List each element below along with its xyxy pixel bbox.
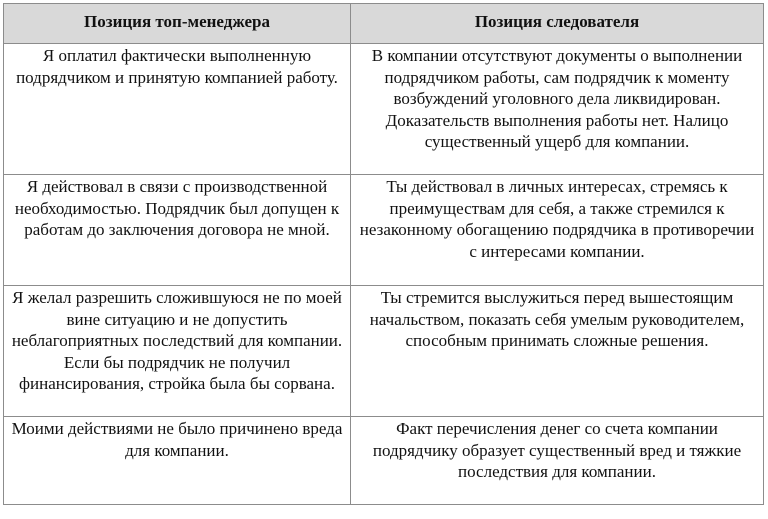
manager-statement: Я желал разрешить сложившуюся не по моей вине ситуацию и не допустить неблагоприятных последствий для компании. Если бы подрядчик не получил финансирования, стройка была бы сорвана.: [4, 286, 351, 417]
manager-statement: Я действовал в связи с производственной необходимостью. Подрядчик был допущен к работам до заключения договора не мной.: [4, 175, 351, 286]
manager-statement: Моими действиями не было причинено вреда для компании.: [4, 417, 351, 505]
table-row: [4, 417, 764, 505]
investigator-statement: Факт перечисления денег со счета компании подрядчику образует существенный вред и тяжкие последствия для компании.: [351, 417, 764, 505]
investigator-statement: В компании отсутствуют документы о выполнении подрядчиком работы, сам подрядчик к моменту возбуждений уголовного дела ликвидирован. Доказательств выполнения работы нет. Налицо существенный ущерб для компании.: [351, 44, 764, 175]
table-header-row: [4, 4, 764, 44]
investigator-statement: Ты стремится выслужиться перед вышестоящим начальством, показать себя умелым руководителем, способным принимать сложные решения.: [351, 286, 764, 417]
positions-comparison-table: [3, 3, 764, 505]
investigator-statement: Ты действовал в личных интересах, стремясь к преимуществам для себя, а также стремился к незаконному обогащению подрядчика в противоречии с интересами компании.: [351, 175, 764, 286]
header-manager-position: Позиция топ-менеджера: [4, 4, 351, 44]
header-investigator-position: Позиция следователя: [351, 4, 764, 44]
table-row: [4, 44, 764, 175]
manager-statement: Я оплатил фактически выполненную подрядчиком и принятую компанией работу.: [4, 44, 351, 175]
table-row: [4, 175, 764, 286]
table-row: [4, 286, 764, 417]
